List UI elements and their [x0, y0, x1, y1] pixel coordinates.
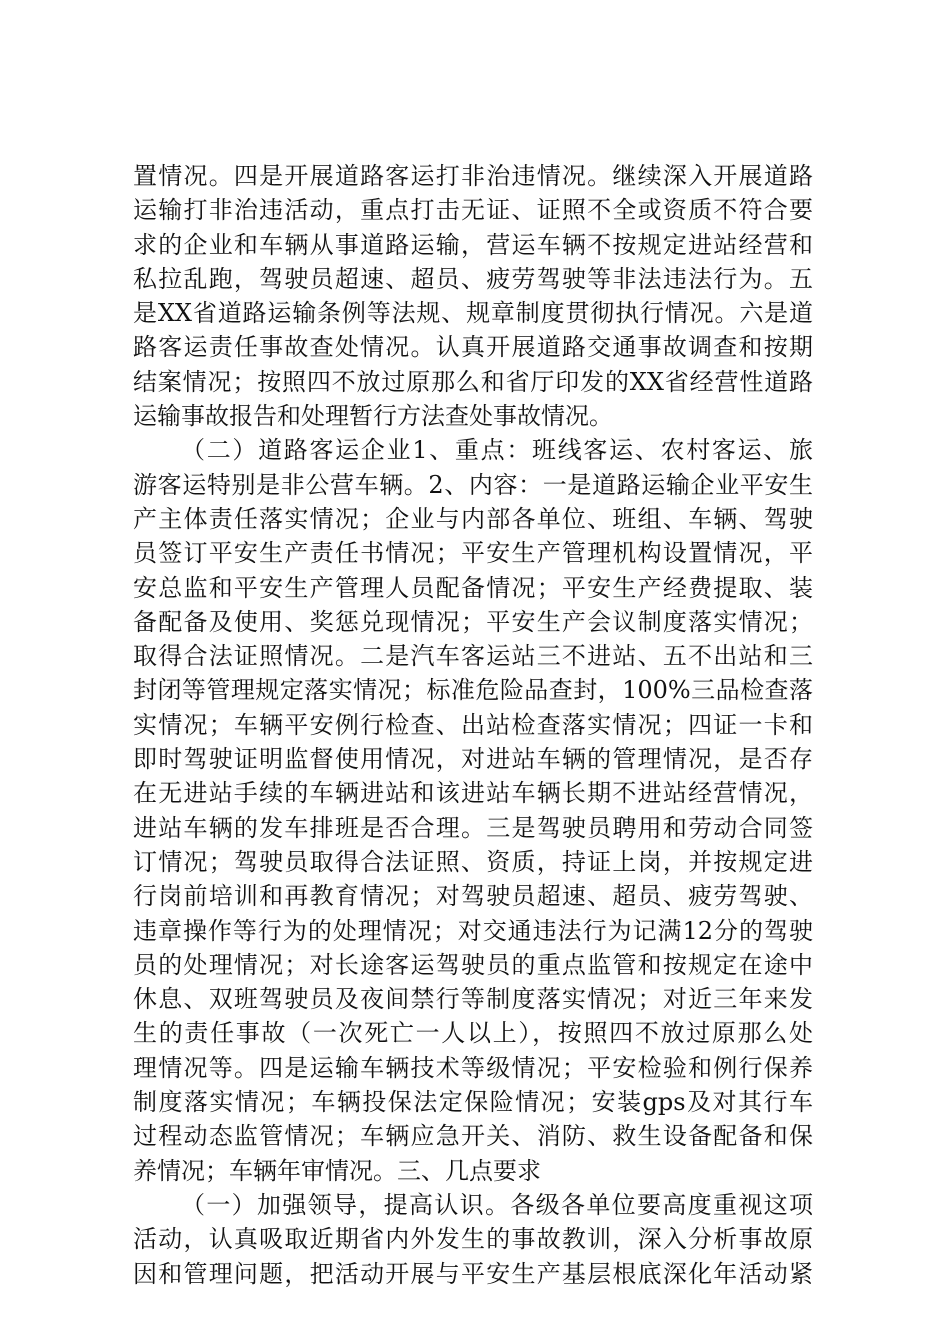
text-line: 运输事故报告和处理暂行方法查处事故情况。 [133, 402, 613, 431]
text-line: 养情况；车辆年审情况。三、几点要求 [133, 1156, 541, 1185]
text-line: 员的处理情况；对长途客运驾驶员的重点监管和按规定在途中 [133, 950, 813, 979]
text-line: 私拉乱跑，驾驶员超速、超员、疲劳驾驶等非法违法行为。五 [133, 264, 813, 293]
text-line: 求的企业和车辆从事道路运输，营运车辆不按规定进站经营和 [133, 230, 813, 259]
text-line: 过程动态监管情况；车辆应急开关、消防、救生设备配备和保 [133, 1122, 813, 1151]
text-line: 因和管理问题，把活动开展与平安生产基层根底深化年活动紧 [133, 1259, 813, 1288]
text-line: 结案情况；按照四不放过原那么和省厅印发的XX省经营性道路 [133, 367, 813, 396]
text-line: 是XX省道路运输条例等法规、规章制度贯彻执行情况。六是道 [133, 299, 813, 328]
text-line: 订情况；驾驶员取得合法证照、资质，持证上岗，并按规定进 [133, 847, 813, 876]
text-line: 制度落实情况；车辆投保法定保险情况；安装gps及对其行车 [133, 1088, 813, 1117]
text-line: 路客运责任事故查处情况。认真开展道路交通事故调查和按期 [133, 333, 813, 362]
text-line: 游客运特别是非公营车辆。2、内容：一是道路运输企业平安生 [133, 470, 813, 499]
body-text [133, 159, 813, 1291]
text-line: 备配备及使用、奖惩兑现情况；平安生产会议制度落实情况； [133, 607, 813, 636]
paragraph-3 [133, 1188, 813, 1291]
text-line: 即时驾驶证明监督使用情况，对进站车辆的管理情况，是否存 [133, 745, 813, 774]
text-line: 安总监和平安生产管理人员配备情况；平安生产经费提取、装 [133, 573, 813, 602]
text-line: 生的责任事故（一次死亡一人以上），按照四不放过原那么处 [133, 1019, 813, 1048]
text-line: 实情况；车辆平安例行检查、出站检查落实情况；四证一卡和 [133, 710, 813, 739]
text-line: 产主体责任落实情况；企业与内部各单位、班组、车辆、驾驶 [133, 504, 813, 533]
text-line: 进站车辆的发车排班是否合理。三是驾驶员聘用和劳动合同签 [133, 813, 813, 842]
text-line: 理情况等。四是运输车辆技术等级情况；平安检验和例行保养 [133, 1053, 813, 1082]
text-line: 行岗前培训和再教育情况；对驾驶员超速、超员、疲劳驾驶、 [133, 882, 813, 911]
text-line: 封闭等管理规定落实情况；标准危险品查封，100%三品检查落 [133, 676, 813, 705]
text-line: 运输打非治违活动，重点打击无证、证照不全或资质不符合要 [133, 196, 813, 225]
text-line: 休息、双班驾驶员及夜间禁行等制度落实情况；对近三年来发 [133, 985, 813, 1014]
text-line: 置情况。四是开展道路客运打非治违情况。继续深入开展道路 [133, 162, 813, 190]
paragraph-1 [133, 159, 813, 433]
text-line: 在无进站手续的车辆进站和该进站车辆长期不进站经营情况， [133, 779, 813, 808]
text-line: （二）道路客运企业1、重点：班线客运、农村客运、旅 [181, 436, 813, 465]
text-line: （一）加强领导，提高认识。各级各单位要高度重视这项 [181, 1190, 813, 1219]
text-line: 违章操作等行为的处理情况；对交通违法行为记满12分的驾驶 [133, 916, 813, 945]
text-line: 活动，认真吸取近期省内外发生的事故教训，深入分析事故原 [133, 1225, 813, 1254]
paragraph-2 [133, 433, 813, 1188]
text-line: 员签订平安生产责任书情况；平安生产管理机构设置情况，平 [133, 539, 813, 568]
text-line: 取得合法证照情况。二是汽车客运站三不进站、五不出站和三 [133, 642, 813, 671]
